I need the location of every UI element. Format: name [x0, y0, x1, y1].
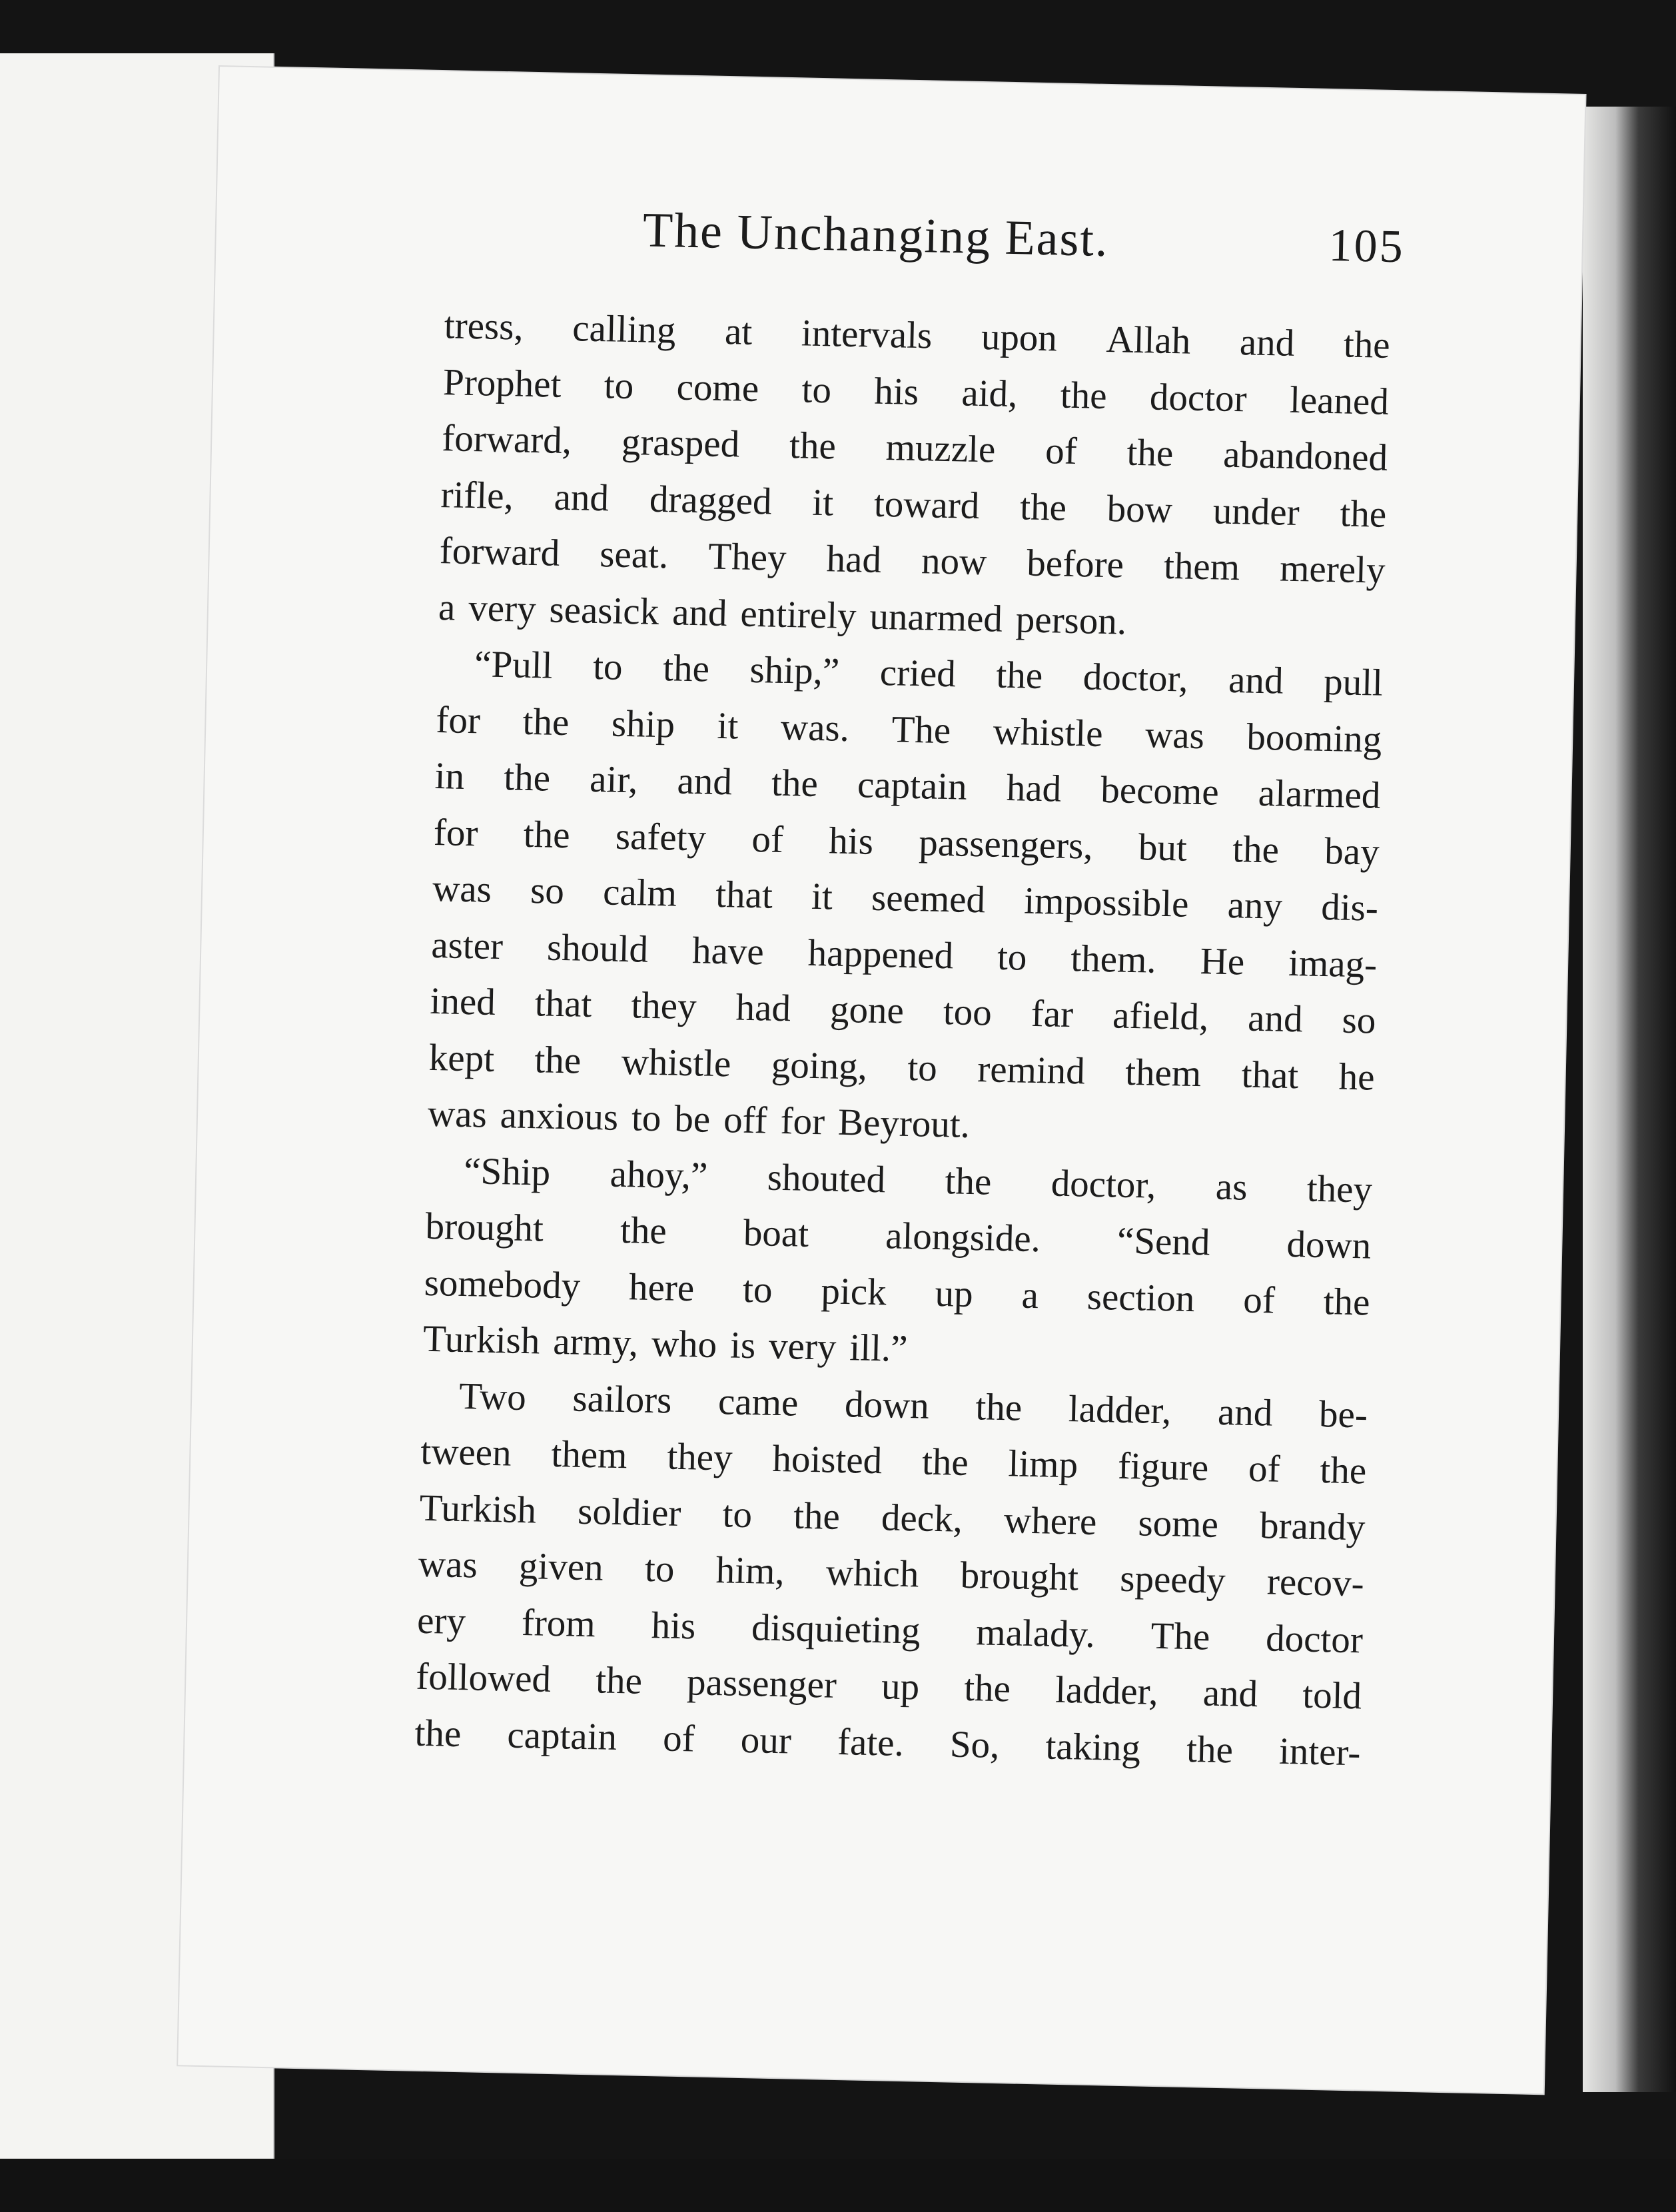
word: The [891, 708, 951, 752]
word: come [676, 365, 759, 410]
word: from [521, 1601, 596, 1645]
word: he [1338, 1055, 1376, 1099]
word: them [550, 1432, 628, 1477]
word: the [995, 654, 1043, 698]
word: his [828, 819, 874, 863]
word: alarmed [1258, 772, 1382, 817]
word: so [530, 869, 565, 913]
word: shouted [767, 1156, 886, 1201]
word: entirely [739, 592, 857, 637]
word: was [1144, 713, 1205, 757]
word: doctor [1149, 375, 1248, 420]
word: them [1124, 1051, 1202, 1095]
word: dragged [649, 478, 773, 522]
word: going, [771, 1043, 868, 1088]
word: forward [439, 530, 560, 574]
word: captain [857, 764, 968, 808]
word: them. [1070, 937, 1157, 981]
word: to [801, 368, 832, 411]
word: his [873, 370, 919, 413]
word: Allah [1105, 318, 1191, 362]
word: muzzle [885, 426, 996, 471]
body-text [414, 298, 1391, 1781]
word: up [881, 1665, 920, 1708]
word: of [1045, 430, 1078, 473]
word: taking [1045, 1725, 1141, 1769]
word: speedy [1119, 1557, 1226, 1602]
word: Prophet [442, 360, 562, 406]
word: down [1286, 1223, 1372, 1267]
word: remind [977, 1047, 1086, 1093]
word: air, [589, 758, 639, 802]
word: toward [873, 482, 980, 527]
word: in [434, 755, 465, 798]
word: of [751, 818, 784, 861]
word: the [523, 813, 571, 856]
word: far [1031, 992, 1074, 1036]
word: section [1086, 1275, 1196, 1320]
word: a [1021, 1274, 1039, 1317]
word: gone [829, 988, 905, 1032]
word: to [604, 364, 634, 407]
word: the [975, 1385, 1023, 1429]
word: rifle, [440, 473, 514, 517]
word: pick [820, 1269, 887, 1313]
word: the [963, 1666, 1011, 1710]
word: abandoned [1222, 433, 1388, 479]
word: that [534, 982, 593, 1025]
word: figure [1117, 1444, 1209, 1489]
word: seemed [871, 876, 986, 921]
word: and [676, 760, 733, 804]
word: forward, [441, 417, 572, 462]
word: malady. [975, 1610, 1096, 1656]
word: and [1228, 658, 1284, 702]
word: where [1003, 1498, 1098, 1543]
word: and [554, 476, 610, 519]
word: aid, [961, 371, 1019, 415]
word: the [1060, 374, 1108, 417]
word: the [1339, 492, 1387, 536]
word: army, [552, 1320, 639, 1365]
word: very [468, 586, 537, 630]
word: it [811, 481, 834, 524]
word: the [1319, 1449, 1367, 1492]
word: it [717, 704, 739, 748]
word: the [522, 700, 570, 744]
word: the [921, 1440, 969, 1484]
word: a [438, 586, 456, 629]
word: be- [1318, 1392, 1368, 1436]
word: to [631, 1097, 662, 1140]
word: alongside. [885, 1215, 1041, 1261]
word: dis- [1320, 885, 1379, 929]
word: the [793, 1494, 841, 1538]
page-edges-stack [1583, 107, 1676, 2092]
word: the [1019, 485, 1067, 529]
word: brandy [1259, 1504, 1366, 1548]
word: brought [960, 1554, 1079, 1599]
word: tress, [444, 304, 524, 348]
page-number: 105 [1328, 219, 1406, 273]
word: was [432, 867, 492, 911]
word: anxious [500, 1094, 619, 1139]
word: so [1342, 999, 1377, 1042]
word: Turkish [419, 1486, 537, 1531]
word: person. [1015, 598, 1127, 643]
word: which [825, 1551, 920, 1596]
word: the [1186, 1728, 1234, 1771]
word: to [907, 1046, 938, 1089]
bottom-shadow [0, 2159, 1676, 2212]
word: was [418, 1542, 478, 1586]
left-page-visible-strip [0, 53, 111, 2159]
word: bay [1324, 830, 1380, 873]
word: Turkish [422, 1317, 541, 1363]
word: pull [1323, 660, 1384, 704]
word: to [721, 1492, 753, 1536]
word: was. [780, 706, 850, 750]
word: Beyrout. [837, 1101, 971, 1146]
word: told [1302, 1674, 1362, 1718]
word: the [945, 1159, 992, 1203]
word: The [1150, 1614, 1210, 1658]
word: had [735, 986, 791, 1030]
word: whistle [621, 1040, 732, 1085]
word: before [1026, 542, 1124, 586]
word: ery [416, 1599, 466, 1642]
word: kept [428, 1036, 495, 1080]
word: it [811, 875, 833, 918]
word: the [534, 1038, 582, 1082]
word: the [789, 424, 837, 468]
word: but [1138, 826, 1188, 869]
word: and [671, 590, 728, 634]
word: unarmed [869, 595, 1003, 640]
word: “Ship [463, 1149, 551, 1194]
word: who [651, 1322, 717, 1367]
word: ahoy,” [610, 1153, 709, 1197]
word: upon [981, 316, 1058, 360]
word: So, [949, 1723, 1001, 1766]
word: the [620, 1209, 667, 1253]
word: hoisted [771, 1437, 883, 1482]
word: of [1242, 1279, 1276, 1322]
word: limp [1007, 1442, 1078, 1486]
word: doctor, [1082, 656, 1189, 700]
word: somebody [424, 1261, 581, 1307]
running-head: The Unchanging East. [642, 203, 1110, 267]
word: came [717, 1380, 799, 1424]
word: the [662, 647, 710, 690]
word: that [1241, 1053, 1299, 1097]
word: and [1217, 1390, 1274, 1434]
word: inter- [1278, 1730, 1362, 1774]
word: tween [420, 1430, 512, 1474]
word: is [729, 1324, 756, 1367]
word: the [771, 762, 819, 806]
word: of [1248, 1447, 1281, 1490]
word: ill.” [849, 1327, 909, 1371]
word: off [723, 1099, 768, 1142]
word: as [1215, 1165, 1248, 1209]
word: They [707, 535, 787, 579]
page-header [642, 202, 1576, 294]
word: him, [715, 1549, 785, 1593]
word: at [724, 310, 753, 353]
word: sailors [572, 1377, 673, 1422]
word: happened [807, 931, 954, 977]
word: his [651, 1604, 696, 1647]
right-page [178, 67, 1585, 2093]
word: ladder, [1068, 1387, 1172, 1432]
word: given [518, 1544, 604, 1589]
word: the [1126, 431, 1174, 475]
word: safety [615, 815, 707, 859]
word: impossible [1023, 879, 1190, 925]
word: become [1100, 768, 1220, 814]
word: to [644, 1547, 675, 1590]
word: any [1227, 883, 1283, 927]
word: to [997, 935, 1028, 979]
word: them [1163, 544, 1240, 589]
word: brought [424, 1205, 544, 1250]
word: and [1247, 997, 1304, 1041]
word: deck, [881, 1496, 963, 1540]
word: He [1200, 939, 1245, 983]
word: the [1343, 323, 1391, 366]
word: of [662, 1716, 695, 1760]
word: seasick [548, 588, 659, 633]
word: under [1212, 489, 1300, 534]
word: ship,” [749, 648, 840, 693]
word: grasped [621, 420, 740, 466]
word: the [595, 1659, 643, 1702]
word: bow [1106, 487, 1173, 531]
word: should [546, 926, 649, 971]
word: some [1137, 1501, 1219, 1546]
word: passengers, [918, 821, 1094, 867]
word: ined [430, 979, 496, 1023]
word: now [921, 540, 987, 584]
word: afield, [1112, 994, 1209, 1039]
word: to [742, 1268, 773, 1311]
word: to [592, 645, 624, 688]
word: was [427, 1092, 488, 1136]
word: “Send [1116, 1219, 1211, 1264]
word: imag- [1288, 941, 1378, 986]
word: soldier [577, 1490, 682, 1534]
word: the [1232, 828, 1280, 871]
word: doctor, [1050, 1162, 1157, 1207]
word: the [414, 1712, 462, 1755]
word: have [691, 929, 765, 973]
word: ladder, [1054, 1668, 1159, 1714]
word: intervals [801, 312, 933, 357]
word: captain [506, 1714, 618, 1758]
word: had [826, 538, 882, 581]
word: for [779, 1099, 825, 1143]
word: they [630, 984, 697, 1028]
word: followed [415, 1655, 552, 1700]
word: doctor [1265, 1616, 1364, 1661]
word: disquieting [751, 1606, 921, 1652]
word: and [1202, 1672, 1258, 1716]
word: and [1239, 321, 1295, 364]
word: seat. [599, 533, 669, 577]
word: for [433, 811, 479, 854]
word: calling [572, 307, 677, 352]
word: whistle [993, 710, 1104, 755]
word: booming [1246, 716, 1382, 761]
word: Two [458, 1375, 527, 1418]
word: they [1306, 1167, 1373, 1211]
word: too [943, 991, 993, 1034]
word: ship [611, 702, 675, 746]
word: our [740, 1718, 792, 1762]
word: the [503, 756, 551, 800]
word: they [666, 1435, 733, 1479]
word: down [844, 1382, 930, 1427]
word: recov- [1266, 1560, 1365, 1605]
word: up [934, 1272, 974, 1315]
word: boat [743, 1211, 809, 1255]
word: aster [430, 923, 504, 967]
word: merely [1279, 547, 1386, 592]
word: had [1006, 766, 1062, 810]
word: be [673, 1097, 711, 1141]
word: calm [602, 871, 677, 915]
word: very [768, 1325, 837, 1369]
word: the [1323, 1280, 1371, 1324]
word: for [435, 698, 481, 742]
word: “Pull [474, 643, 554, 687]
word: leaned [1289, 378, 1390, 423]
word: fate. [837, 1720, 905, 1764]
word: that [715, 873, 773, 917]
word: here [628, 1265, 695, 1309]
word: cried [879, 651, 957, 696]
word: passenger [686, 1661, 837, 1706]
